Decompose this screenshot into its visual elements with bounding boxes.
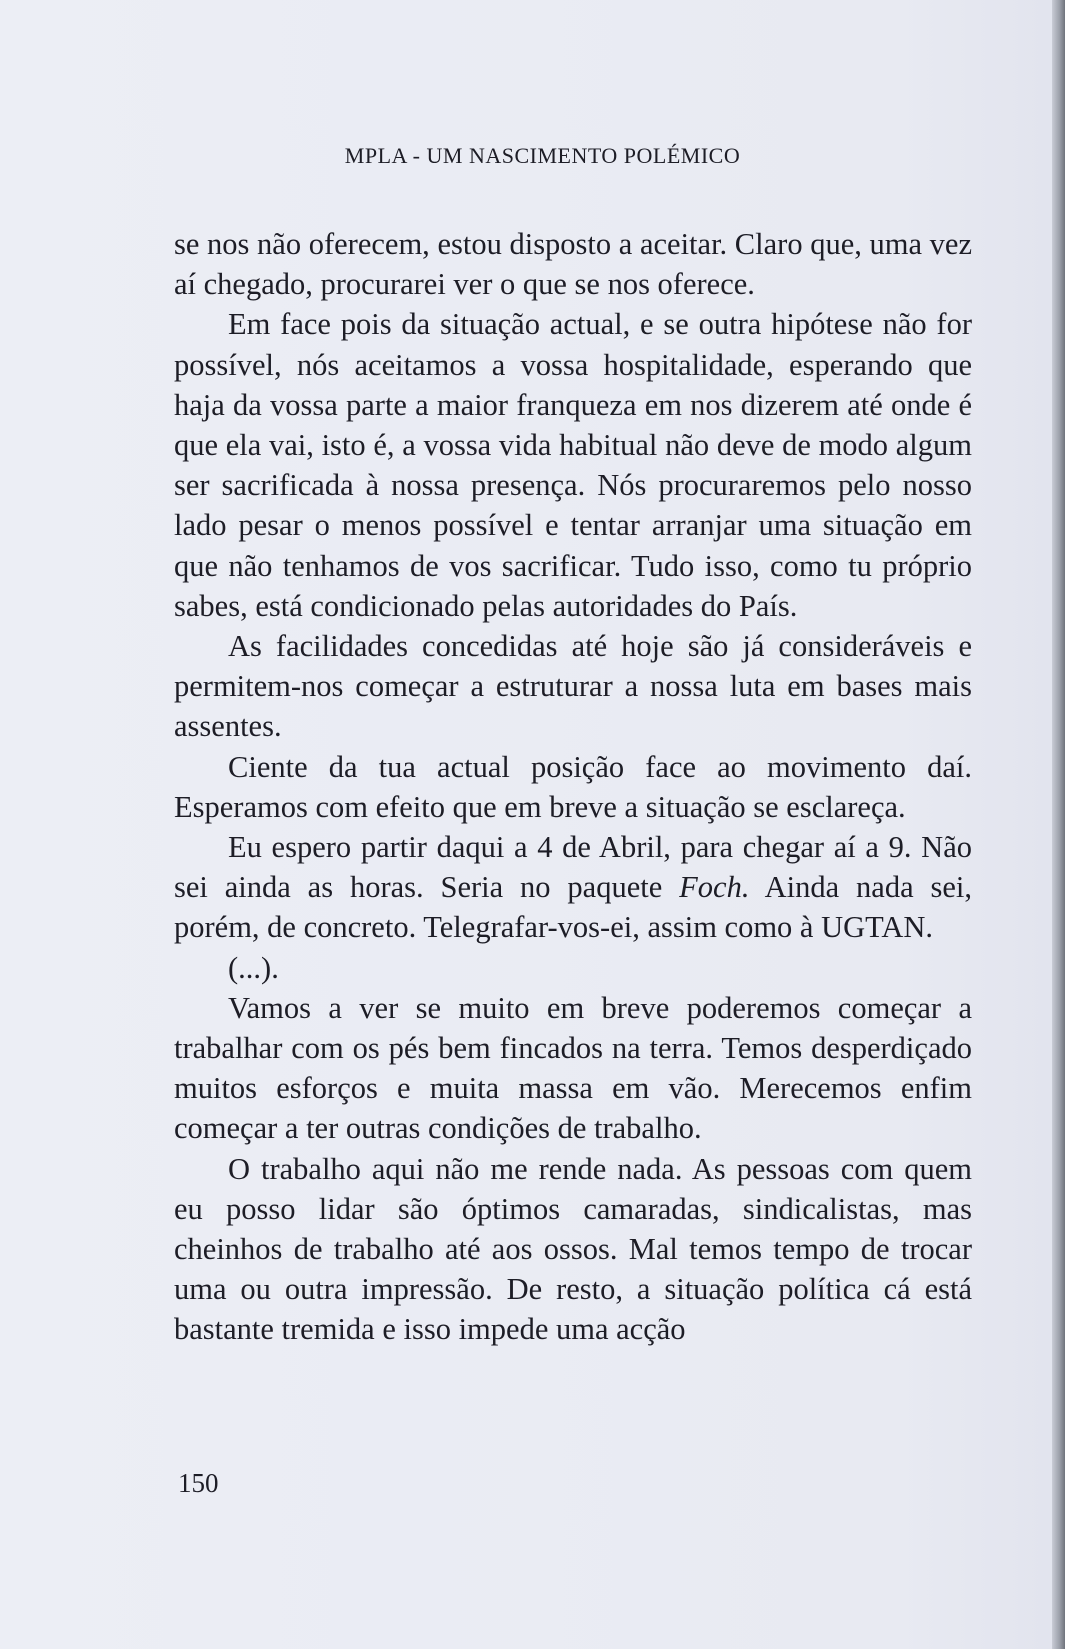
page-edge-shadow — [1052, 0, 1065, 1649]
paragraph: Vamos a ver se muito em breve poderemos começar a trabalhar com os pés bem fincados na terra. Temos desperdiçado muitos esforços e muita massa em vão. Merecemos enfim começar a ter outras condições de trabalho. — [174, 990, 972, 1146]
page-number: 150 — [178, 1468, 219, 1498]
paragraph-text: Eu espero partir daqui a 4 de Abril, para chegar aí a 9. Não sei ainda as horas. Seria no paquete — [174, 830, 972, 905]
paragraph: As facilidades concedidas até hoje são já consideráveis e permitem-nos começar a estruturar a nossa luta em bases mais assentes. — [174, 629, 972, 744]
paragraph — [174, 827, 972, 948]
running-head — [0, 143, 1065, 169]
paragraph: Ciente da tua actual posição face ao movimento daí. Esperamos com efeito que em breve a situação se esclareça. — [174, 749, 972, 824]
paragraph: O trabalho aqui não me rende nada. As pessoas com quem eu posso lidar são óptimos camaradas, sindicalistas, mas cheinhos de trabalho até aos ossos. Mal temos tempo de trocar uma ou outra impressão. De resto, a situação política cá está bastante tremida e isso impede uma acção — [174, 1151, 972, 1347]
paragraph: Em face pois da situação actual, e se outra hipótese não for possível, nós aceitamos a vossa hospitalidade, esperando que haja da vossa parte a maior franqueza em nos dizerem até onde é que ela vai, isto é, a vossa vida habitual não deve de modo algum ser sacrificada à nossa presença. Nós procuraremos pelo nosso lado pesar o menos possível e tentar arranjar uma situação em que não tenhamos de vos sacrificar. Tudo isso, como tu próprio sabes, está condicionado pelas autoridades do País. — [174, 307, 972, 623]
ship-name: Foch. — [679, 870, 750, 905]
running-head-title: MPLA - UM NASCIMENTO POLÉMICO — [344, 143, 741, 168]
paragraph-text: Ainda nada sei, porém, de concreto. Telegrafar-vos-ei, assim como à UGTAN. — [174, 870, 973, 945]
body-text — [174, 224, 972, 1350]
paragraph: se nos não oferecem, estou disposto a aceitar. Claro que, uma vez aí chegado, procurarei ver o que se nos oferece. — [174, 227, 972, 302]
paragraph: (...). — [228, 950, 279, 985]
